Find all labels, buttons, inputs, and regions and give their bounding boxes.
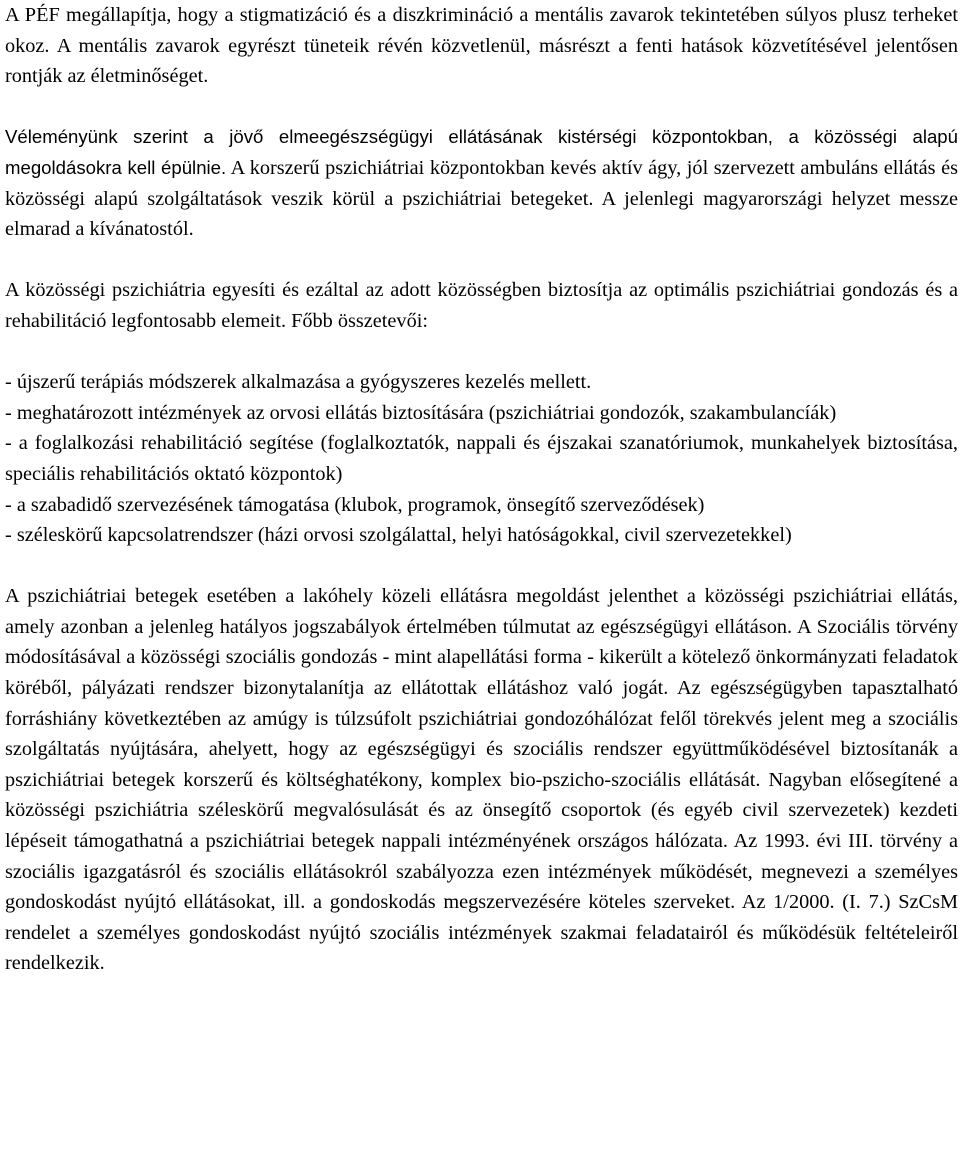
list-item: - széleskörű kapcsolatrendszer (házi orvosi szolgálattal, helyi hatóságokkal, civil szervezetekkel) [5,524,792,547]
paragraph-future-care-body: A korszerű pszichiátriai központokban kevés aktív ágy, jól szervezett ambuláns ellátás és közösségi alapú szolgáltatások veszik körül a pszichiátriai betegeket. A jelenlegi magyarországi helyzet messze elmarad a kívánatostól. [5,156,958,241]
paragraph-gap [5,337,958,368]
components-list [5,367,958,551]
paragraph-gap [5,245,958,276]
list-item: - a szabadidő szervezésének támogatása (klubok, programok, önsegítő szerveződések) [5,493,705,516]
paragraph-community-psychiatry: A közösségi pszichiátria egyesíti és ezáltal az adott közösségben biztosítja az optimális pszichiátriai gondozás és a rehabilitáció legfontosabb elemeit. Főbb összetevői: [5,279,958,332]
paragraph-future-care-lead: Véleményünk szerint a jövő elmeegészségügyi ellátásának kistérségi központokban, a közösségi alapú megoldásokra kell épülnie. [5,126,958,178]
list-item: - meghatározott intézmények az orvosi ellátás biztosítására (pszichiátriai gondozók, szakambulancíák) [5,401,837,424]
list-item: - újszerű terápiás módszerek alkalmazása a gyógyszeres kezelés mellett. [5,371,592,394]
paragraph-future-care [5,122,958,244]
paragraph-gap [5,92,958,123]
paragraph-stigmatization: A PÉF megállapítja, hogy a stigmatizáció és a diszkrimináció a mentális zavarok tekintetében súlyos plusz terheket okoz. A mentális zavarok egyrészt tüneteik révén közvetlenül, másrészt a fenti hatások közvetítésével jelentősen rontják az életminőséget. [5,4,958,88]
list-item: - a foglalkozási rehabilitáció segítése (foglalkoztatók, nappali és éjszakai szanatóriumok, munkahelyek biztosítása, speciális rehabilitációs oktató központok) [5,432,958,485]
paragraph-local-care: A pszichiátriai betegek esetében a lakóhely közeli ellátásra megoldást jelenthet a közösségi pszichiátriai ellátás, amely azonban a jelenleg hatályos jogszabályok értelmében túlmutat az egészségügyi ellátáson. A Szociális törvény módosításával a közösségi szociális gondozás - mint alapellátási forma - kikerült a kötelező önkormányzati feladatok köréből, pályázati rendszer bizonytalanítja az ellátottak ellátáshoz való jogát. Az egészségügyben tapasztalható forráshiány következtében az amúgy is túlzsúfolt pszichiátriai gondozóhálózat felől törekvés jelent meg a szociális szolgáltatás nyújtására, ahelyett, hogy az egészségügyi és szociális rendszer együttműködésével biztosítanák a pszichiátriai betegek korszerű és költséghatékony, komplex bio-pszicho-szociális ellátását. Nagyban elősegítené a közösségi pszichiátria széleskörű megvalósulását és az önsegítő csoportok (és egyéb civil szervezetek) kezdeti lépéseit támogathatná a pszichiátriai betegek nappali intézményének országos hálózata. Az 1993. évi III. törvény a szociális igazgatásról és szociális ellátásokról szabályozza ezen intézmények működését, megnevezi a személyes gondoskodást nyújtó ellátásokat, ill. a gondoskodás megszervezésére köteles szerveket. Az 1/2000. (I. 7.) SzCsM rendelet a személyes gondoskodást nyújtó szociális intézmények szakmai feladatairól és működésük feltételeiről rendelkezik. [5,585,958,975]
paragraph-gap [5,551,958,582]
